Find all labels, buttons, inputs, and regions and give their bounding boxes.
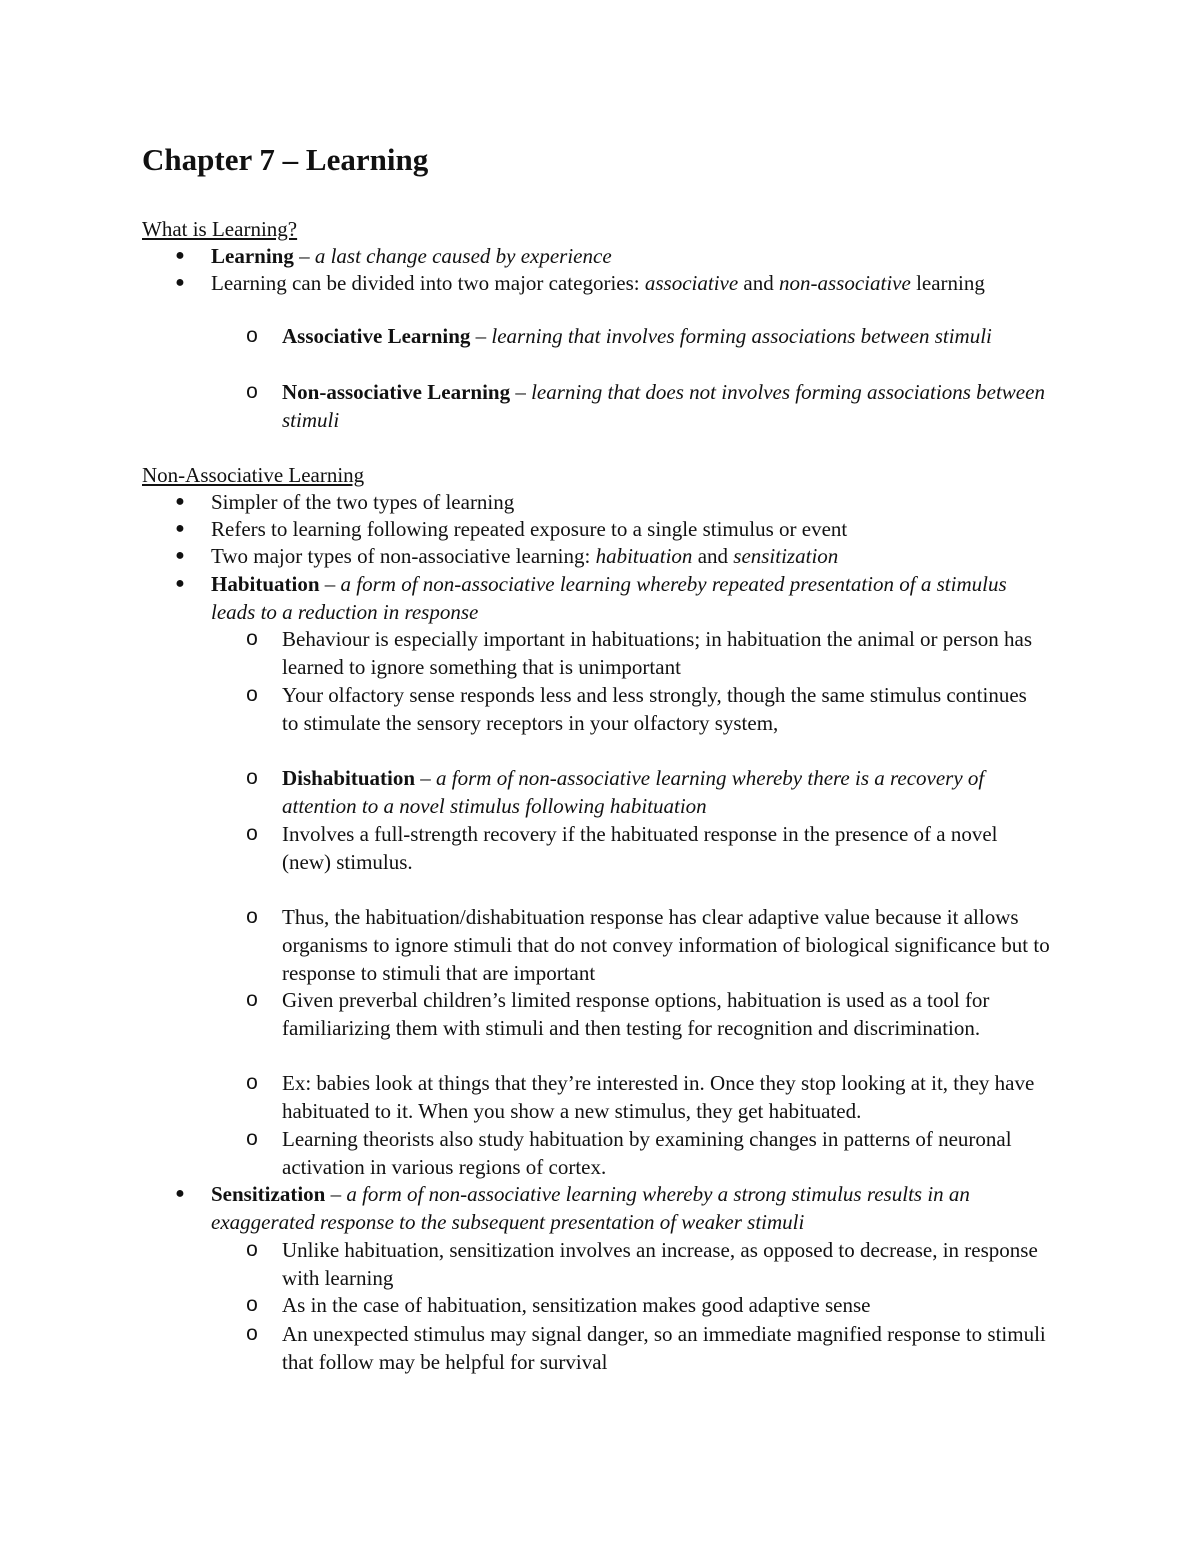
bullet-marker: ● <box>175 575 185 592</box>
separator: – <box>325 1182 347 1206</box>
section-heading-what-is-learning: What is Learning? <box>142 217 298 241</box>
list-item: Involves a full-strength recovery if the habituated response in the presence of a novel (new) stimulus. <box>282 822 998 874</box>
term-label: Sensitization <box>211 1182 326 1206</box>
bullet-marker: ● <box>175 520 185 537</box>
sub-bullet-marker: o <box>246 324 258 347</box>
list-item <box>211 1180 1051 1236</box>
list-item: Unlike habituation, sensitization involves an increase, as opposed to decrease, in response with learning <box>282 1238 1038 1290</box>
term-label: Habituation <box>211 572 320 596</box>
item-text: and <box>692 544 734 568</box>
item-text: Learning can be divided into two major categories: <box>211 271 645 295</box>
list-item: As in the case of habituation, sensitization makes good adaptive sense <box>282 1293 871 1317</box>
bullet-marker: ● <box>175 547 185 564</box>
sub-bullet-marker: o <box>246 627 258 650</box>
separator: – <box>510 380 532 404</box>
list-item <box>211 269 1011 297</box>
bullet-marker: ● <box>175 493 185 510</box>
separator: – <box>415 766 437 790</box>
separator: – <box>319 572 341 596</box>
item-text: Two major types of non-associative learning: <box>211 544 596 568</box>
sub-bullet-marker: o <box>246 380 258 403</box>
italic-term: non-associative <box>779 271 911 295</box>
separator: – <box>293 244 315 268</box>
italic-term: associative <box>644 271 739 295</box>
sub-bullet-marker: o <box>246 1322 258 1345</box>
term-label: Non-associative Learning <box>282 380 511 404</box>
definition-text: a last change caused by experience <box>314 244 612 268</box>
list-item: Simpler of the two types of learning <box>211 490 515 514</box>
list-item <box>282 378 1072 434</box>
sub-bullet-marker: o <box>246 1071 258 1094</box>
definition-text: learning that involves forming associations between stimuli <box>491 324 992 348</box>
sub-bullet-marker: o <box>246 1127 258 1150</box>
bullet-marker: ● <box>175 1185 185 1202</box>
bullet-marker: ● <box>175 274 185 291</box>
page-title: Chapter 7 – Learning <box>142 142 429 177</box>
list-item: Learning theorists also study habituation by examining changes in patterns of neuronal activation in various regions of cortex. <box>282 1127 1012 1179</box>
list-item <box>211 242 1071 270</box>
definition-text: a form of non-associative learning whereby there is a recovery of attention to a novel stimulus following habituation <box>282 766 985 818</box>
list-item: Your olfactory sense responds less and less strongly, though the same stimulus continues to stimulate the sensory receptors in your olfactory system, <box>282 683 1027 735</box>
list-item: An unexpected stimulus may signal danger, so an immediate magnified response to stimuli that follow may be helpful for survival <box>282 1322 1046 1374</box>
section-heading-non-associative-learning: Non-Associative Learning <box>142 463 365 487</box>
sub-bullet-marker: o <box>246 905 258 928</box>
sub-bullet-marker: o <box>246 822 258 845</box>
italic-term: sensitization <box>733 544 839 568</box>
term-label: Dishabituation <box>282 766 416 790</box>
bullet-marker: ● <box>175 247 185 264</box>
list-item: Thus, the habituation/dishabituation response has clear adaptive value because it allows organisms to ignore stimuli that do not convey information of biological significance but to response to stimuli that are important <box>282 905 1050 985</box>
list-item <box>211 570 1031 626</box>
sub-bullet-marker: o <box>246 1293 258 1316</box>
definition-text: learning that does not involves forming associations between stimuli <box>282 380 1045 432</box>
list-item <box>282 764 1062 820</box>
item-text: learning <box>910 271 985 295</box>
sub-bullet-marker: o <box>246 766 258 789</box>
sub-bullet-marker: o <box>246 988 258 1011</box>
definition-text: a form of non-associative learning whereby repeated presentation of a stimulus leads to a reduction in response <box>211 572 1007 624</box>
list-item <box>282 322 1022 350</box>
list-item: Ex: babies look at things that they’re interested in. Once they stop looking at it, they have habituated to it. When you show a new stimulus, they get habituated. <box>282 1071 1035 1123</box>
term-label: Learning <box>211 244 294 268</box>
list-item: Behaviour is especially important in habituations; in habituation the animal or person has learned to ignore something that is unimportant <box>282 627 1033 679</box>
list-item <box>211 542 1071 570</box>
separator: – <box>470 324 492 348</box>
item-text: and <box>738 271 779 295</box>
italic-term: habituation <box>595 544 693 568</box>
list-item: Given preverbal children’s limited response options, habituation is used as a tool for familiarizing them with stimuli and then testing for recognition and discrimination. <box>282 988 990 1040</box>
definition-text: a form of non-associative learning whereby a strong stimulus results in an exaggerated response to the subsequent presentation of weaker stimuli <box>211 1182 970 1234</box>
sub-bullet-marker: o <box>246 683 258 706</box>
term-label: Associative Learning <box>282 324 471 348</box>
list-item: Refers to learning following repeated exposure to a single stimulus or event <box>211 517 848 541</box>
sub-bullet-marker: o <box>246 1238 258 1261</box>
